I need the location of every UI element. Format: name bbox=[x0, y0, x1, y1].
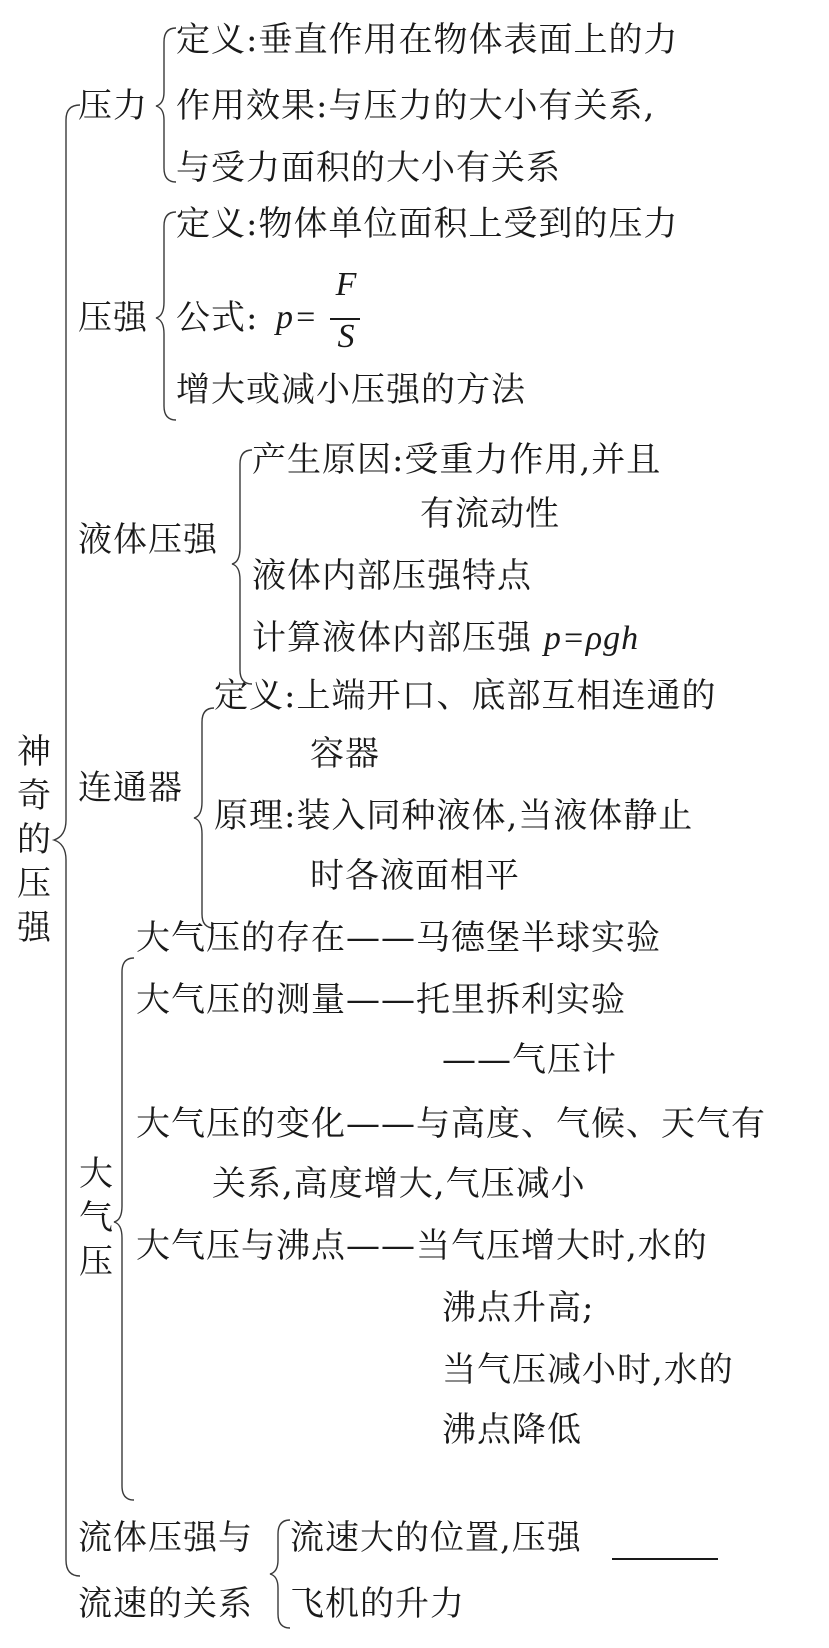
connector-principle-cont: 时各液面相平 bbox=[310, 856, 520, 896]
intensity-formula-p: p= bbox=[276, 299, 318, 336]
atmosphere-char: 气 bbox=[79, 1198, 113, 1238]
atmosphere-existence: 大气压的存在——马德堡半球实验 bbox=[136, 918, 661, 958]
atmosphere-change-cont: 关系,高度增大,气压减小 bbox=[212, 1164, 586, 1204]
intensity-methods: 增大或减小压强的方法 bbox=[176, 370, 526, 410]
connector-principle: 原理:装入同种液体,当液体静止 bbox=[214, 796, 694, 836]
pressure-definition: 定义:垂直作用在物体表面上的力 bbox=[176, 20, 679, 60]
formula-numerator: F bbox=[335, 266, 357, 303]
root-char: 强 bbox=[17, 908, 51, 948]
root-char: 的 bbox=[17, 820, 51, 860]
fluid-title-line1: 流体压强与 bbox=[78, 1518, 253, 1558]
atmosphere-boiling-4: 沸点降低 bbox=[442, 1410, 582, 1450]
atmosphere-boiling-2: 沸点升高; bbox=[442, 1288, 595, 1328]
atmosphere-measurement: 大气压的测量——托里拆利实验 bbox=[136, 980, 626, 1020]
liquid-calculation bbox=[252, 618, 639, 659]
liquid-brace bbox=[232, 450, 252, 684]
atmosphere-char: 压 bbox=[79, 1242, 113, 1282]
root-char: 压 bbox=[17, 864, 51, 904]
intensity-brace bbox=[156, 212, 176, 420]
root-char: 奇 bbox=[17, 776, 51, 816]
answer-blank[interactable] bbox=[612, 1558, 718, 1560]
atmosphere-char: 大 bbox=[79, 1154, 113, 1194]
formula-denominator: S bbox=[337, 318, 355, 355]
intensity-definition: 定义:物体单位面积上受到的压力 bbox=[176, 204, 679, 244]
fluid-airplane-lift: 飞机的升力 bbox=[290, 1584, 465, 1624]
liquid-cause-cont: 有流动性 bbox=[420, 494, 560, 534]
intensity-title: 压强 bbox=[78, 298, 148, 338]
connector-brace bbox=[194, 708, 214, 928]
liquid-title: 液体压强 bbox=[78, 520, 218, 560]
connector-definition: 定义:上端开口、底部互相连通的 bbox=[214, 676, 717, 716]
root-char: 神 bbox=[17, 732, 51, 772]
atmosphere-barometer: ——气压计 bbox=[442, 1040, 617, 1080]
pressure-title: 压力 bbox=[78, 86, 148, 126]
liquid-cause: 产生原因:受重力作用,并且 bbox=[252, 440, 662, 480]
pressure-effect: 作用效果:与压力的大小有关系, bbox=[176, 86, 656, 126]
root-brace bbox=[54, 105, 80, 1576]
atmosphere-boiling: 大气压与沸点——当气压增大时,水的 bbox=[136, 1226, 708, 1266]
atmosphere-title bbox=[76, 1152, 116, 1284]
root-title bbox=[14, 730, 54, 950]
fluid-brace bbox=[270, 1520, 290, 1628]
liquid-calculation-text: 计算液体内部压强 bbox=[252, 618, 544, 658]
fluid-speed-pressure: 流速大的位置,压强 bbox=[290, 1518, 582, 1558]
atmosphere-brace bbox=[114, 958, 134, 1500]
connector-definition-cont: 容器 bbox=[310, 734, 380, 774]
fluid-title-line2: 流速的关系 bbox=[78, 1584, 253, 1624]
connector-title: 连通器 bbox=[78, 768, 183, 808]
pressure-brace bbox=[156, 28, 176, 182]
atmosphere-boiling-3: 当气压减小时,水的 bbox=[442, 1350, 734, 1390]
liquid-formula: p=ρgh bbox=[543, 620, 640, 657]
pressure-effect-cont: 与受力面积的大小有关系 bbox=[176, 148, 561, 188]
intensity-formula-label: 公式: bbox=[176, 298, 259, 338]
liquid-characteristics: 液体内部压强特点 bbox=[252, 556, 532, 596]
atmosphere-change: 大气压的变化——与高度、气候、天气有 bbox=[136, 1104, 766, 1144]
